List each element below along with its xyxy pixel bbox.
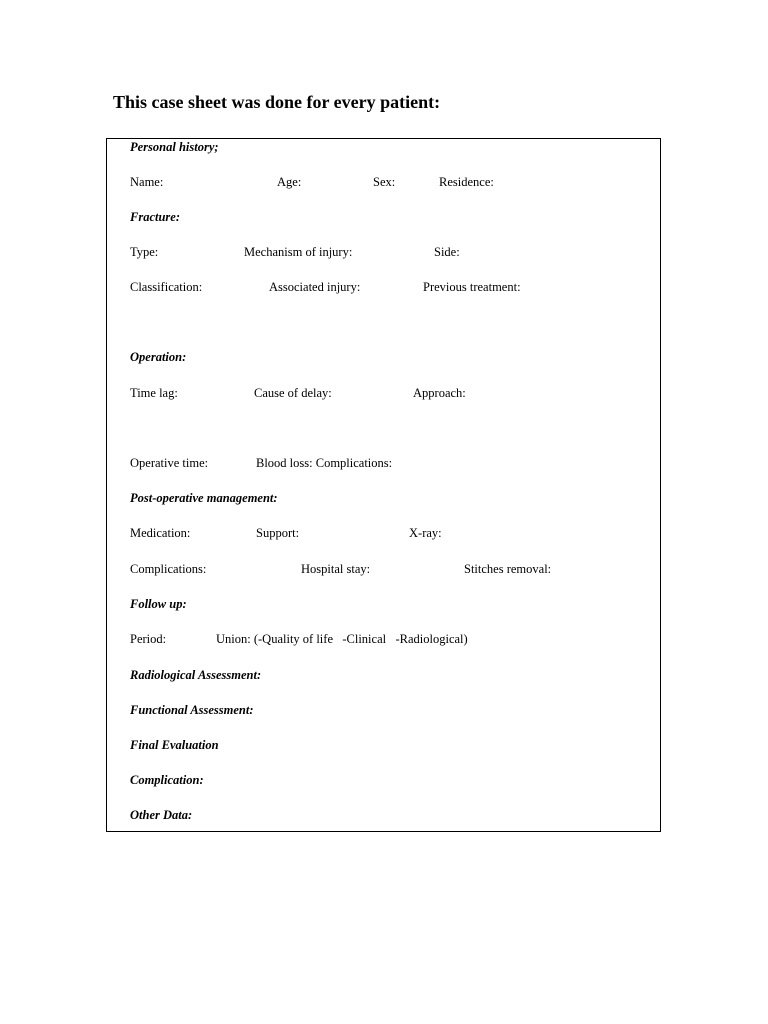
type-label: Type:: [130, 245, 159, 259]
name-label: Name:: [130, 175, 164, 189]
time-lag-label: Time lag:: [130, 386, 178, 400]
complications-label: Complications:: [130, 562, 207, 576]
other-data-title: Other Data:: [130, 808, 193, 822]
xray-label: X-ray:: [409, 526, 442, 540]
page-heading: This case sheet was done for every patient:: [113, 92, 441, 112]
follow-up-title: Follow up:: [130, 597, 187, 611]
period-label: Period:: [130, 632, 167, 646]
complication-title: Complication:: [130, 773, 204, 787]
mechanism-of-injury-label: Mechanism of injury:: [244, 245, 353, 259]
classification-label: Classification:: [130, 280, 203, 294]
final-evaluation-title: Final Evaluation: [130, 738, 219, 752]
operation-title: Operation:: [130, 350, 187, 364]
age-label: Age:: [277, 175, 302, 189]
residence-label: Residence:: [439, 175, 494, 189]
operative-time-label: Operative time:: [130, 456, 209, 470]
associated-injury-label: Associated injury:: [269, 280, 361, 294]
radiological-assessment-title: Radiological Assessment:: [130, 668, 262, 682]
blood-loss-complications-label: Blood loss: Complications:: [256, 456, 393, 470]
cause-of-delay-label: Cause of delay:: [254, 386, 332, 400]
fracture-title: Fracture:: [130, 210, 180, 224]
functional-assessment-title: Functional Assessment:: [130, 703, 254, 717]
case-sheet-frame: [106, 138, 661, 832]
support-label: Support:: [256, 526, 300, 540]
side-label: Side:: [434, 245, 460, 259]
union-label: Union: (-Quality of life -Clinical -Radiological): [216, 632, 468, 646]
previous-treatment-label: Previous treatment:: [423, 280, 521, 294]
hospital-stay-label: Hospital stay:: [301, 562, 371, 576]
medication-label: Medication:: [130, 526, 191, 540]
personal-history-title: Personal history;: [130, 140, 219, 154]
sex-label: Sex:: [373, 175, 396, 189]
approach-label: Approach:: [413, 386, 466, 400]
stitches-removal-label: Stitches removal:: [464, 562, 552, 576]
post-operative-title: Post-operative management:: [130, 491, 278, 505]
